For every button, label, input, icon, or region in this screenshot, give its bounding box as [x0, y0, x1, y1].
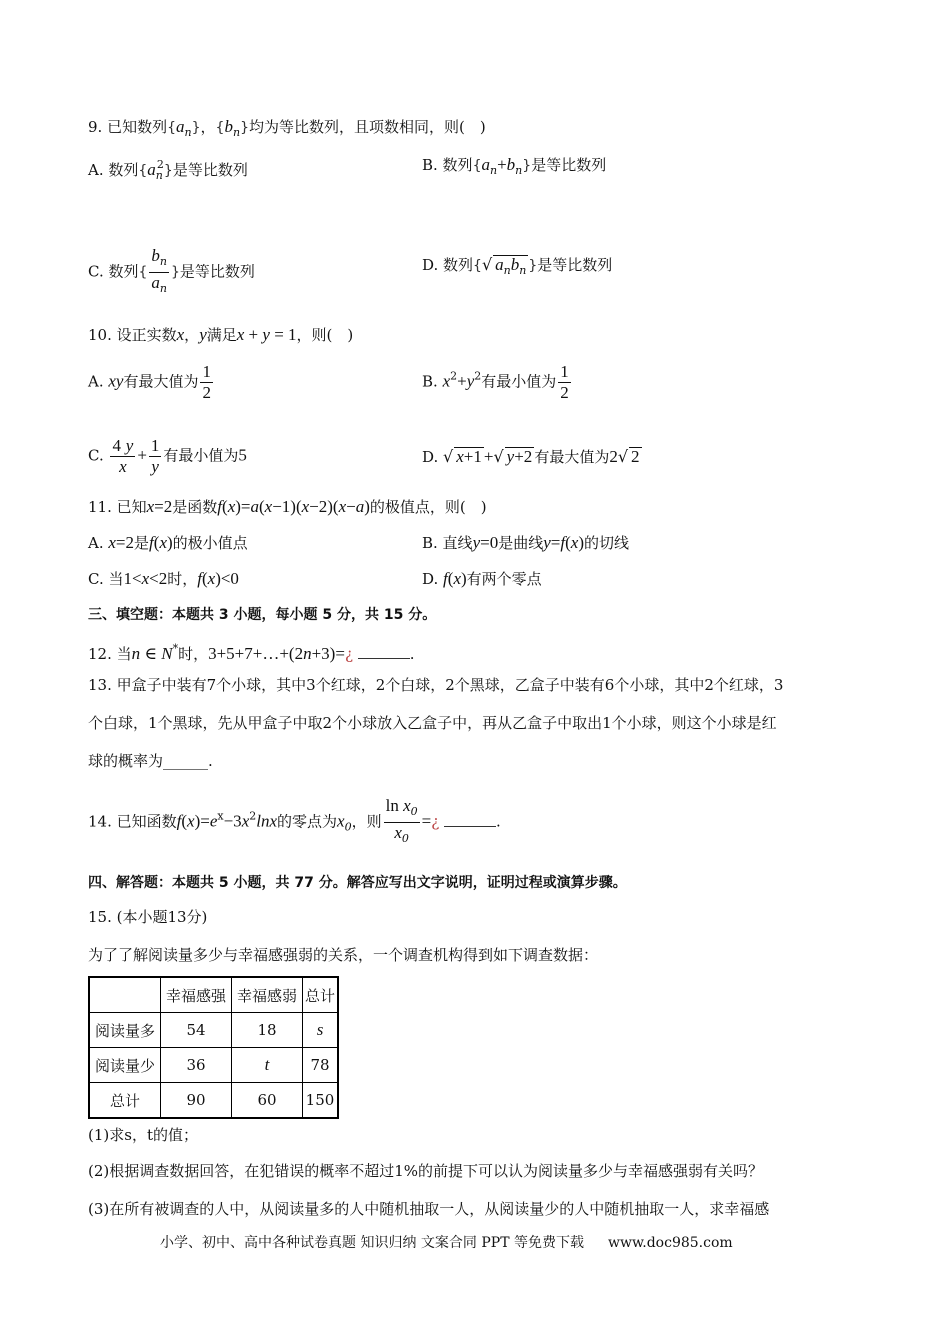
q11-option-b: B. 直线y=0是曲线y=f(x)的切线	[422, 533, 629, 552]
q15-part-2: (2)根据调查数据回答，在犯错误的概率不超过1%的前提下可以认为阅读量多少与幸福感强弱有关吗？	[88, 1162, 764, 1180]
q11-stem: 11. 已知x=2是函数f(x)=a(x−1)(x−2)(x−a)的极值点，则( )	[88, 497, 487, 516]
q9-option-a: A. 数列$\{a_n^2\}$是等比数列	[88, 158, 248, 182]
table-row	[89, 1013, 338, 1048]
q10-option-b: B. $x^2+y^2$有最小值为 $\frac{1}{2}$	[422, 362, 569, 402]
q10-option-a: A. xy有最大值为 $\frac{1}{2}$	[88, 362, 211, 402]
q11-option-c: C. 当1<x<2时，f(x)<0	[88, 569, 239, 588]
q14-stem: 14. 已知函数$f(x)=e^x-3x^2\ln x$的零点为$x_0$，则 $\frac{\ln x_0}{x_0}$ =¿ .	[88, 796, 501, 845]
table-cell: 90	[161, 1083, 232, 1119]
table-cell: 总计	[303, 977, 339, 1013]
table-cell: 幸福感弱	[232, 977, 303, 1013]
q10-stem: 10. 设正实数x，y满足x + y = 1，则( )	[88, 325, 354, 344]
table-header-row	[89, 977, 338, 1013]
table-cell: 60	[232, 1083, 303, 1119]
q13-line-2: 个白球，1个黑球，先从甲盒子中取2个小球放入乙盒子中，再从乙盒子中取出1个小球，则这个小球是红	[88, 714, 777, 732]
table-cell: 150	[303, 1083, 339, 1119]
q9-option-d: D. 数列{√ $a_nb_n$ }是等比数列	[422, 254, 612, 280]
q13-line-1: 13. 甲盒子中装有7个小球，其中3个红球，2个白球，2个黑球，乙盒子中装有6个小球，其中2个红球，3	[88, 676, 784, 694]
q15-part-1: (1)求s，t的值；	[88, 1126, 198, 1144]
q9-option-c: C. 数列{ $\frac{b_n}{a_n}$ }是等比数列	[88, 246, 255, 295]
table-cell: 幸福感强	[161, 977, 232, 1013]
table-row	[89, 1083, 338, 1119]
table-cell: s	[303, 1013, 339, 1048]
table-row	[89, 1048, 338, 1083]
table-cell: 总计	[89, 1083, 161, 1119]
q9-stem: 9. 已知数列$\{a_n\}$，$\{b_n\}$均为等比数列，且项数相同，则( )	[88, 117, 486, 139]
survey-table	[88, 976, 339, 1119]
section-3-heading: 三、填空题：本题共 3 小题，每小题 5 分，共 15 分。	[88, 607, 437, 623]
q10-option-c: C. $\frac{4 y}{x}$ + $\frac{1}{y}$ 有最小值为5	[88, 436, 247, 476]
page-footer	[160, 1232, 733, 1252]
footer-url[interactable]: www.doc985.com	[607, 1235, 733, 1251]
table-cell: 18	[232, 1013, 303, 1048]
footer-text: 小学、初中、高中各种试卷真题 知识归纳 文案合同 PPT 等免费下载	[160, 1235, 584, 1251]
table-cell: t	[232, 1048, 303, 1083]
q15-intro: 为了了解阅读量多少与幸福感强弱的关系，一个调查机构得到如下调查数据：	[88, 946, 599, 964]
q15-part-3: (3)在所有被调查的人中，从阅读量多的人中随机抽取一人，从阅读量少的人中随机抽取一人，求幸福感	[88, 1200, 770, 1218]
q11-option-d: D. f(x)有两个零点	[422, 569, 542, 588]
table-cell: 78	[303, 1048, 339, 1083]
table-cell	[89, 977, 161, 1013]
q9-option-b: B. 数列$\{a_n+b_n\}$是等比数列	[422, 155, 607, 177]
q13-line-3: 球的概率为______.	[88, 752, 213, 770]
table-cell: 阅读量少	[89, 1048, 161, 1083]
q15-title: 15. (本小题13分)	[88, 908, 208, 926]
q11-option-a: A. x=2是f(x)的极小值点	[88, 533, 248, 552]
table-cell: 阅读量多	[89, 1013, 161, 1048]
table-cell: 54	[161, 1013, 232, 1048]
q12-stem: 12. 当n ∈ N*时，3+5+7+…+(2n+3)=¿ .	[88, 642, 415, 663]
table-cell: 36	[161, 1048, 232, 1083]
q10-option-d: D. √ x+1 +√ y+2 有最大值为2√ 2	[422, 447, 640, 466]
section-4-heading: 四、解答题：本题共 5 小题，共 77 分。解答应写出文字说明，证明过程或演算步骤。	[88, 875, 627, 891]
